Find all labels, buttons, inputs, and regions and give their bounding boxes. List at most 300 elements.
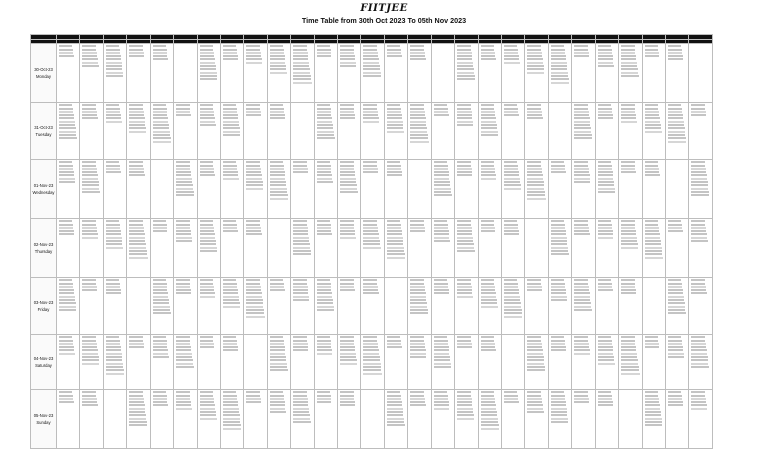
cell-text-line bbox=[363, 240, 379, 242]
cell-text-line bbox=[551, 171, 566, 173]
cell-text-line bbox=[598, 108, 612, 110]
cell-text-line bbox=[621, 366, 638, 368]
cell-text-line bbox=[59, 108, 73, 110]
cell-text-line bbox=[129, 124, 145, 126]
cell-text-line bbox=[59, 114, 74, 116]
cell-text-line bbox=[270, 168, 284, 170]
cell-text-line bbox=[153, 55, 168, 57]
cell-text-line bbox=[82, 174, 97, 176]
cell-text-line bbox=[363, 68, 380, 70]
cell-text-line bbox=[457, 65, 473, 67]
schedule-cell bbox=[57, 103, 80, 160]
schedule-cell bbox=[689, 160, 712, 219]
cell-text-line bbox=[621, 363, 638, 365]
cell-text-line bbox=[645, 224, 659, 226]
cell-text-line bbox=[106, 72, 123, 74]
cell-text-line bbox=[504, 391, 517, 393]
schedule-cell bbox=[408, 335, 431, 390]
cell-text-line bbox=[410, 55, 425, 57]
cell-text-line bbox=[434, 233, 449, 235]
cell-text-line bbox=[481, 224, 495, 226]
cell-text-line bbox=[691, 174, 706, 176]
cell-text-line bbox=[574, 353, 590, 355]
cell-text-line bbox=[223, 279, 236, 281]
day-row bbox=[31, 103, 713, 160]
cell-text-line bbox=[387, 408, 403, 410]
cell-text-line bbox=[481, 161, 494, 163]
schedule-cell bbox=[665, 278, 688, 335]
cell-text-line bbox=[317, 398, 331, 400]
cell-text-line bbox=[223, 411, 239, 413]
cell-text-line bbox=[551, 82, 569, 84]
cell-text-line bbox=[340, 353, 356, 355]
cell-text-line bbox=[293, 289, 308, 291]
schedule-cell bbox=[80, 160, 103, 219]
cell-text-line bbox=[410, 349, 425, 351]
cell-text-line bbox=[153, 296, 169, 298]
cell-text-line bbox=[363, 55, 378, 57]
cell-text-line bbox=[129, 117, 144, 119]
day-name: Saturday bbox=[35, 363, 52, 368]
cell-text-line bbox=[481, 279, 494, 281]
schedule-cell bbox=[455, 219, 478, 278]
cell-text-line bbox=[527, 363, 544, 365]
cell-text-line bbox=[481, 58, 496, 60]
day-row bbox=[31, 390, 713, 449]
cell-text-line bbox=[270, 346, 285, 348]
cell-text-line bbox=[410, 289, 425, 291]
cell-text-line bbox=[574, 45, 587, 47]
cell-text-line bbox=[176, 168, 190, 170]
cell-text-line bbox=[457, 286, 471, 288]
cell-text-line bbox=[645, 346, 660, 348]
cell-text-line bbox=[434, 240, 450, 242]
cell-text-line bbox=[200, 418, 217, 420]
schedule-cell bbox=[103, 44, 126, 103]
cell-text-line bbox=[645, 114, 660, 116]
cell-text-line bbox=[598, 49, 612, 51]
cell-text-line bbox=[668, 131, 685, 133]
schedule-cell bbox=[57, 390, 80, 449]
cell-text-line bbox=[691, 191, 708, 193]
cell-text-line bbox=[246, 108, 260, 110]
day-name: Monday bbox=[36, 74, 51, 79]
schedule-cell bbox=[150, 278, 173, 335]
cell-text-line bbox=[200, 52, 214, 54]
schedule-cell bbox=[127, 390, 150, 449]
schedule-cell bbox=[595, 44, 618, 103]
cell-text-line bbox=[434, 401, 449, 403]
cell-text-line bbox=[223, 127, 240, 129]
cell-text-line bbox=[691, 279, 704, 281]
cell-text-line bbox=[527, 366, 544, 368]
cell-text-line bbox=[410, 108, 424, 110]
cell-text-line bbox=[223, 58, 238, 60]
cell-text-line bbox=[410, 283, 424, 285]
cell-text-line bbox=[106, 230, 121, 232]
schedule-cell bbox=[548, 335, 571, 390]
cell-text-line bbox=[621, 353, 637, 355]
cell-text-line bbox=[527, 104, 540, 106]
cell-text-line bbox=[691, 104, 704, 106]
cell-text-line bbox=[457, 108, 471, 110]
cell-text-line bbox=[551, 68, 568, 70]
cell-text-line bbox=[106, 114, 121, 116]
cell-text-line bbox=[176, 340, 190, 342]
cell-text-line bbox=[82, 191, 99, 193]
cell-text-line bbox=[176, 363, 193, 365]
schedule-cell bbox=[127, 160, 150, 219]
cell-text-line bbox=[598, 65, 614, 67]
cell-text-line bbox=[200, 65, 216, 67]
cell-text-line bbox=[527, 72, 544, 74]
cell-text-line bbox=[82, 104, 95, 106]
schedule-cell bbox=[525, 219, 548, 278]
cell-text-line bbox=[223, 421, 240, 423]
cell-text-line bbox=[668, 283, 682, 285]
cell-text-line bbox=[200, 243, 217, 245]
cell-text-line bbox=[551, 55, 566, 57]
schedule-cell bbox=[338, 335, 361, 390]
cell-text-line bbox=[551, 401, 566, 403]
cell-text-line bbox=[434, 359, 451, 361]
cell-text-line bbox=[410, 227, 424, 229]
cell-text-line bbox=[317, 121, 333, 123]
cell-text-line bbox=[153, 299, 169, 301]
schedule-cell bbox=[525, 103, 548, 160]
cell-text-line bbox=[668, 306, 685, 308]
cell-text-line bbox=[410, 398, 424, 400]
schedule-cell bbox=[572, 219, 595, 278]
schedule-cell bbox=[384, 44, 407, 103]
cell-text-line bbox=[551, 161, 564, 163]
cell-text-line bbox=[598, 349, 613, 351]
schedule-cell bbox=[197, 390, 220, 449]
cell-text-line bbox=[387, 343, 401, 345]
cell-text-line bbox=[574, 227, 588, 229]
cell-text-line bbox=[551, 240, 567, 242]
cell-text-line bbox=[434, 184, 451, 186]
cell-text-line bbox=[574, 52, 588, 54]
cell-text-line bbox=[270, 391, 283, 393]
cell-text-line bbox=[434, 363, 451, 365]
cell-text-line bbox=[293, 230, 308, 232]
schedule-cell bbox=[103, 335, 126, 390]
cell-text-line bbox=[551, 52, 565, 54]
day-row bbox=[31, 278, 713, 335]
cell-text-line bbox=[223, 227, 237, 229]
cell-text-line bbox=[129, 224, 143, 226]
cell-text-line bbox=[363, 286, 377, 288]
cell-text-line bbox=[387, 340, 401, 342]
cell-text-line bbox=[387, 411, 403, 413]
schedule-cell bbox=[197, 44, 220, 103]
cell-text-line bbox=[153, 343, 167, 345]
cell-text-line bbox=[574, 127, 591, 129]
cell-text-line bbox=[621, 336, 634, 338]
cell-text-line bbox=[668, 224, 682, 226]
cell-text-line bbox=[434, 353, 450, 355]
cell-text-line bbox=[481, 296, 497, 298]
cell-text-line bbox=[223, 111, 237, 113]
cell-text-line bbox=[598, 227, 612, 229]
cell-text-line bbox=[691, 178, 707, 180]
cell-text-line bbox=[223, 343, 237, 345]
cell-text-line bbox=[317, 279, 330, 281]
cell-text-line bbox=[387, 243, 404, 245]
cell-text-line bbox=[340, 363, 357, 365]
cell-text-line bbox=[363, 346, 378, 348]
cell-text-line bbox=[82, 391, 95, 393]
schedule-cell bbox=[665, 160, 688, 219]
cell-text-line bbox=[457, 220, 470, 222]
cell-text-line bbox=[434, 279, 447, 281]
schedule-cell bbox=[174, 390, 197, 449]
schedule-cell bbox=[197, 335, 220, 390]
schedule-cell bbox=[220, 103, 243, 160]
cell-text-line bbox=[129, 243, 146, 245]
cell-text-line bbox=[387, 230, 402, 232]
cell-text-line bbox=[621, 340, 635, 342]
cell-text-line bbox=[176, 165, 190, 167]
cell-text-line bbox=[551, 45, 564, 47]
schedule-cell bbox=[267, 44, 290, 103]
cell-text-line bbox=[129, 391, 142, 393]
schedule-cell bbox=[642, 219, 665, 278]
schedule-cell bbox=[314, 219, 337, 278]
cell-text-line bbox=[59, 230, 74, 232]
schedule-cell bbox=[220, 219, 243, 278]
cell-text-line bbox=[293, 299, 309, 301]
schedule-cell bbox=[361, 44, 384, 103]
cell-text-line bbox=[434, 114, 449, 116]
cell-text-line bbox=[129, 253, 147, 255]
cell-text-line bbox=[457, 289, 472, 291]
cell-text-line bbox=[270, 181, 286, 183]
cell-text-line bbox=[293, 62, 309, 64]
cell-text-line bbox=[59, 292, 74, 294]
cell-text-line bbox=[82, 45, 95, 47]
cell-text-line bbox=[82, 343, 96, 345]
cell-text-line bbox=[293, 398, 307, 400]
cell-text-line bbox=[59, 49, 73, 51]
cell-text-line bbox=[621, 220, 634, 222]
cell-text-line bbox=[410, 391, 423, 393]
cell-text-line bbox=[621, 49, 635, 51]
schedule-cell bbox=[80, 335, 103, 390]
cell-text-line bbox=[363, 336, 376, 338]
cell-text-line bbox=[270, 104, 283, 106]
cell-text-line bbox=[598, 181, 614, 183]
cell-text-line bbox=[387, 336, 400, 338]
cell-text-line bbox=[293, 401, 308, 403]
schedule-cell bbox=[314, 278, 337, 335]
cell-text-line bbox=[527, 340, 541, 342]
cell-text-line bbox=[363, 104, 376, 106]
cell-text-line bbox=[129, 346, 144, 348]
cell-text-line bbox=[481, 171, 496, 173]
schedule-cell bbox=[220, 278, 243, 335]
cell-text-line bbox=[59, 353, 75, 355]
cell-text-line bbox=[59, 45, 72, 47]
cell-text-line bbox=[551, 237, 567, 239]
cell-text-line bbox=[598, 233, 613, 235]
cell-text-line bbox=[340, 188, 357, 190]
cell-text-line bbox=[457, 408, 473, 410]
cell-text-line bbox=[246, 104, 259, 106]
cell-text-line bbox=[200, 168, 214, 170]
cell-text-line bbox=[574, 286, 588, 288]
schedule-cell bbox=[595, 219, 618, 278]
cell-text-line bbox=[410, 220, 423, 222]
cell-text-line bbox=[200, 165, 214, 167]
cell-text-line bbox=[246, 49, 260, 51]
cell-text-line bbox=[621, 237, 637, 239]
day-cell bbox=[31, 44, 57, 103]
cell-text-line bbox=[621, 111, 635, 113]
schedule-cell bbox=[502, 160, 525, 219]
cell-text-line bbox=[246, 55, 261, 57]
schedule-cell bbox=[127, 44, 150, 103]
cell-text-line bbox=[574, 171, 589, 173]
cell-text-line bbox=[340, 359, 357, 361]
schedule-cell bbox=[361, 160, 384, 219]
cell-text-line bbox=[481, 114, 496, 116]
cell-text-line bbox=[293, 343, 307, 345]
cell-text-line bbox=[410, 404, 425, 406]
cell-text-line bbox=[527, 194, 545, 196]
cell-text-line bbox=[621, 292, 636, 294]
cell-text-line bbox=[574, 108, 588, 110]
cell-text-line bbox=[551, 233, 566, 235]
cell-text-line bbox=[434, 343, 448, 345]
schedule-cell bbox=[408, 44, 431, 103]
cell-text-line bbox=[504, 306, 521, 308]
cell-text-line bbox=[504, 49, 518, 51]
cell-text-line bbox=[246, 181, 262, 183]
cell-text-line bbox=[129, 114, 144, 116]
cell-text-line bbox=[82, 161, 95, 163]
cell-text-line bbox=[645, 124, 661, 126]
cell-text-line bbox=[293, 237, 309, 239]
cell-text-line bbox=[317, 114, 332, 116]
cell-text-line bbox=[598, 104, 611, 106]
cell-text-line bbox=[363, 220, 376, 222]
schedule-cell bbox=[220, 160, 243, 219]
cell-text-line bbox=[223, 52, 237, 54]
cell-text-line bbox=[434, 391, 447, 393]
cell-text-line bbox=[82, 49, 96, 51]
cell-text-line bbox=[645, 174, 660, 176]
cell-text-line bbox=[551, 395, 565, 397]
cell-text-line bbox=[59, 343, 73, 345]
cell-text-line bbox=[317, 349, 332, 351]
cell-text-line bbox=[668, 121, 684, 123]
cell-text-line bbox=[504, 108, 518, 110]
cell-text-line bbox=[200, 336, 213, 338]
cell-text-line bbox=[668, 302, 685, 304]
cell-text-line bbox=[363, 49, 377, 51]
schedule-cell bbox=[291, 44, 314, 103]
cell-text-line bbox=[645, 165, 659, 167]
cell-text-line bbox=[129, 49, 143, 51]
cell-text-line bbox=[363, 359, 380, 361]
cell-text-line bbox=[387, 247, 404, 249]
cell-text-line bbox=[457, 401, 472, 403]
schedule-cell bbox=[595, 390, 618, 449]
schedule-cell bbox=[665, 103, 688, 160]
cell-text-line bbox=[153, 312, 171, 314]
cell-text-line bbox=[691, 391, 704, 393]
schedule-cell bbox=[150, 160, 173, 219]
cell-text-line bbox=[176, 227, 190, 229]
cell-text-line bbox=[527, 165, 541, 167]
cell-text-line bbox=[153, 58, 168, 60]
cell-text-line bbox=[59, 55, 74, 57]
cell-text-line bbox=[340, 62, 356, 64]
cell-text-line bbox=[645, 111, 659, 113]
cell-text-line bbox=[481, 404, 496, 406]
cell-text-line bbox=[129, 220, 142, 222]
cell-text-line bbox=[340, 289, 355, 291]
cell-text-line bbox=[434, 346, 449, 348]
schedule-cell bbox=[220, 335, 243, 390]
cell-text-line bbox=[574, 296, 590, 298]
cell-text-line bbox=[293, 336, 306, 338]
cell-text-line bbox=[223, 171, 238, 173]
cell-text-line bbox=[59, 233, 74, 235]
cell-text-line bbox=[293, 391, 306, 393]
cell-text-line bbox=[434, 194, 452, 196]
cell-text-line bbox=[176, 401, 191, 403]
cell-text-line bbox=[246, 306, 263, 308]
cell-text-line bbox=[504, 114, 519, 116]
cell-text-line bbox=[481, 306, 498, 308]
cell-text-line bbox=[223, 114, 238, 116]
cell-text-line bbox=[621, 117, 636, 119]
schedule-cell bbox=[174, 219, 197, 278]
cell-text-line bbox=[153, 395, 167, 397]
schedule-cell bbox=[548, 103, 571, 160]
cell-text-line bbox=[527, 404, 542, 406]
cell-text-line bbox=[481, 131, 498, 133]
cell-text-line bbox=[270, 161, 283, 163]
cell-text-line bbox=[481, 395, 495, 397]
schedule-cell bbox=[572, 335, 595, 390]
cell-text-line bbox=[481, 55, 496, 57]
cell-text-line bbox=[82, 286, 96, 288]
cell-text-line bbox=[200, 404, 215, 406]
cell-text-line bbox=[223, 174, 238, 176]
cell-text-line bbox=[363, 340, 377, 342]
schedule-cell bbox=[150, 44, 173, 103]
cell-text-line bbox=[387, 401, 402, 403]
cell-text-line bbox=[645, 45, 658, 47]
schedule-cell bbox=[689, 103, 712, 160]
cell-text-line bbox=[457, 114, 472, 116]
cell-text-line bbox=[481, 346, 496, 348]
cell-text-line bbox=[504, 171, 519, 173]
cell-text-line bbox=[410, 309, 427, 311]
cell-text-line bbox=[457, 68, 474, 70]
cell-text-line bbox=[645, 391, 658, 393]
cell-text-line bbox=[129, 340, 143, 342]
cell-text-line bbox=[82, 401, 97, 403]
schedule-cell bbox=[689, 219, 712, 278]
cell-text-line bbox=[270, 349, 285, 351]
schedule-cell bbox=[127, 335, 150, 390]
cell-text-line bbox=[153, 391, 166, 393]
